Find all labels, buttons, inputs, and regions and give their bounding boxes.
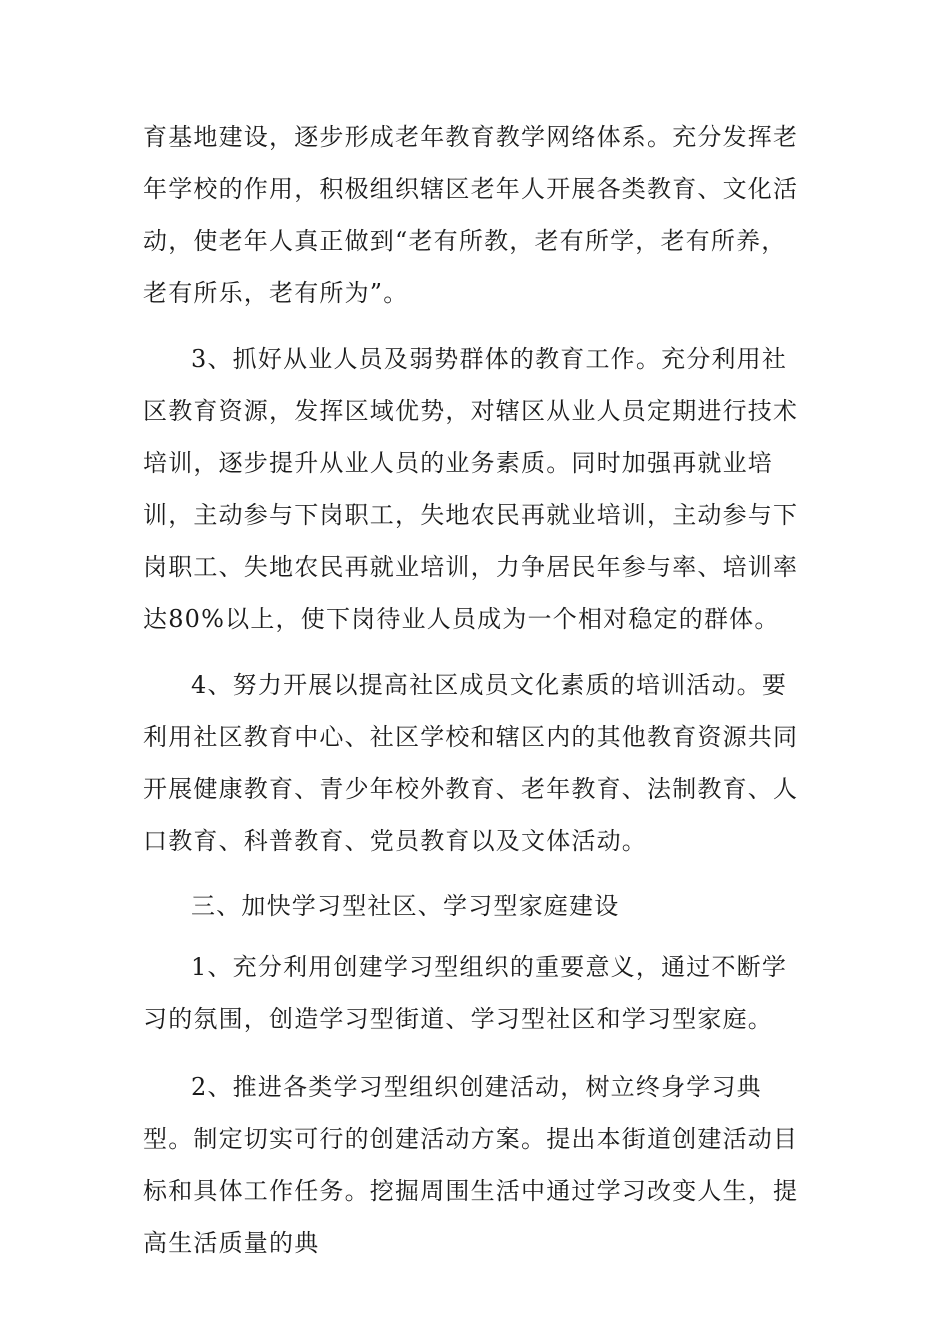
- paragraph-section3-item-1: 1、充分利用创建学习型组织的重要意义，通过不断学习的氛围，创造学习型街道、学习型社区和学习型家庭。: [143, 953, 788, 1033]
- paragraph-section3-item-2: 2、推进各类学习型组织创建活动，树立终身学习典型。制定切实可行的创建活动方案。提出本街道创建活动目标和具体工作任务。挖掘周围生活中通过学习改变人生，提高生活质量的典: [143, 1073, 799, 1257]
- paragraph-item-3: 3、抓好从业人员及弱势群体的教育工作。充分利用社区教育资源，发挥区域优势，对辖区从业人员定期进行技术培训，逐步提升从业人员的业务素质。同时加强再就业培训，主动参与下岗职工，失地农民再就业培训，主动参与下岗职工、失地农民再就业培训，力争居民年参与率、培训率达80%以上，使下岗待业人员成为一个相对稳定的群体。: [143, 345, 799, 633]
- paragraph-continuation: 育基地建设，逐步形成老年教育教学网络体系。充分发挥老年学校的作用，积极组织辖区老年人开展各类教育、文化活动，使老年人真正做到“老有所教，老有所学，老有所养，老有所乐，老有所为”。: [143, 123, 799, 307]
- paragraph-item-4: 4、努力开展以提高社区成员文化素质的培训活动。要利用社区教育中心、社区学校和辖区内的其他教育资源共同开展健康教育、青少年校外教育、老年教育、法制教育、人口教育、科普教育、党员教育以及文体活动。: [143, 671, 799, 855]
- section-heading: 三、加快学习型社区、学习型家庭建设: [191, 892, 620, 920]
